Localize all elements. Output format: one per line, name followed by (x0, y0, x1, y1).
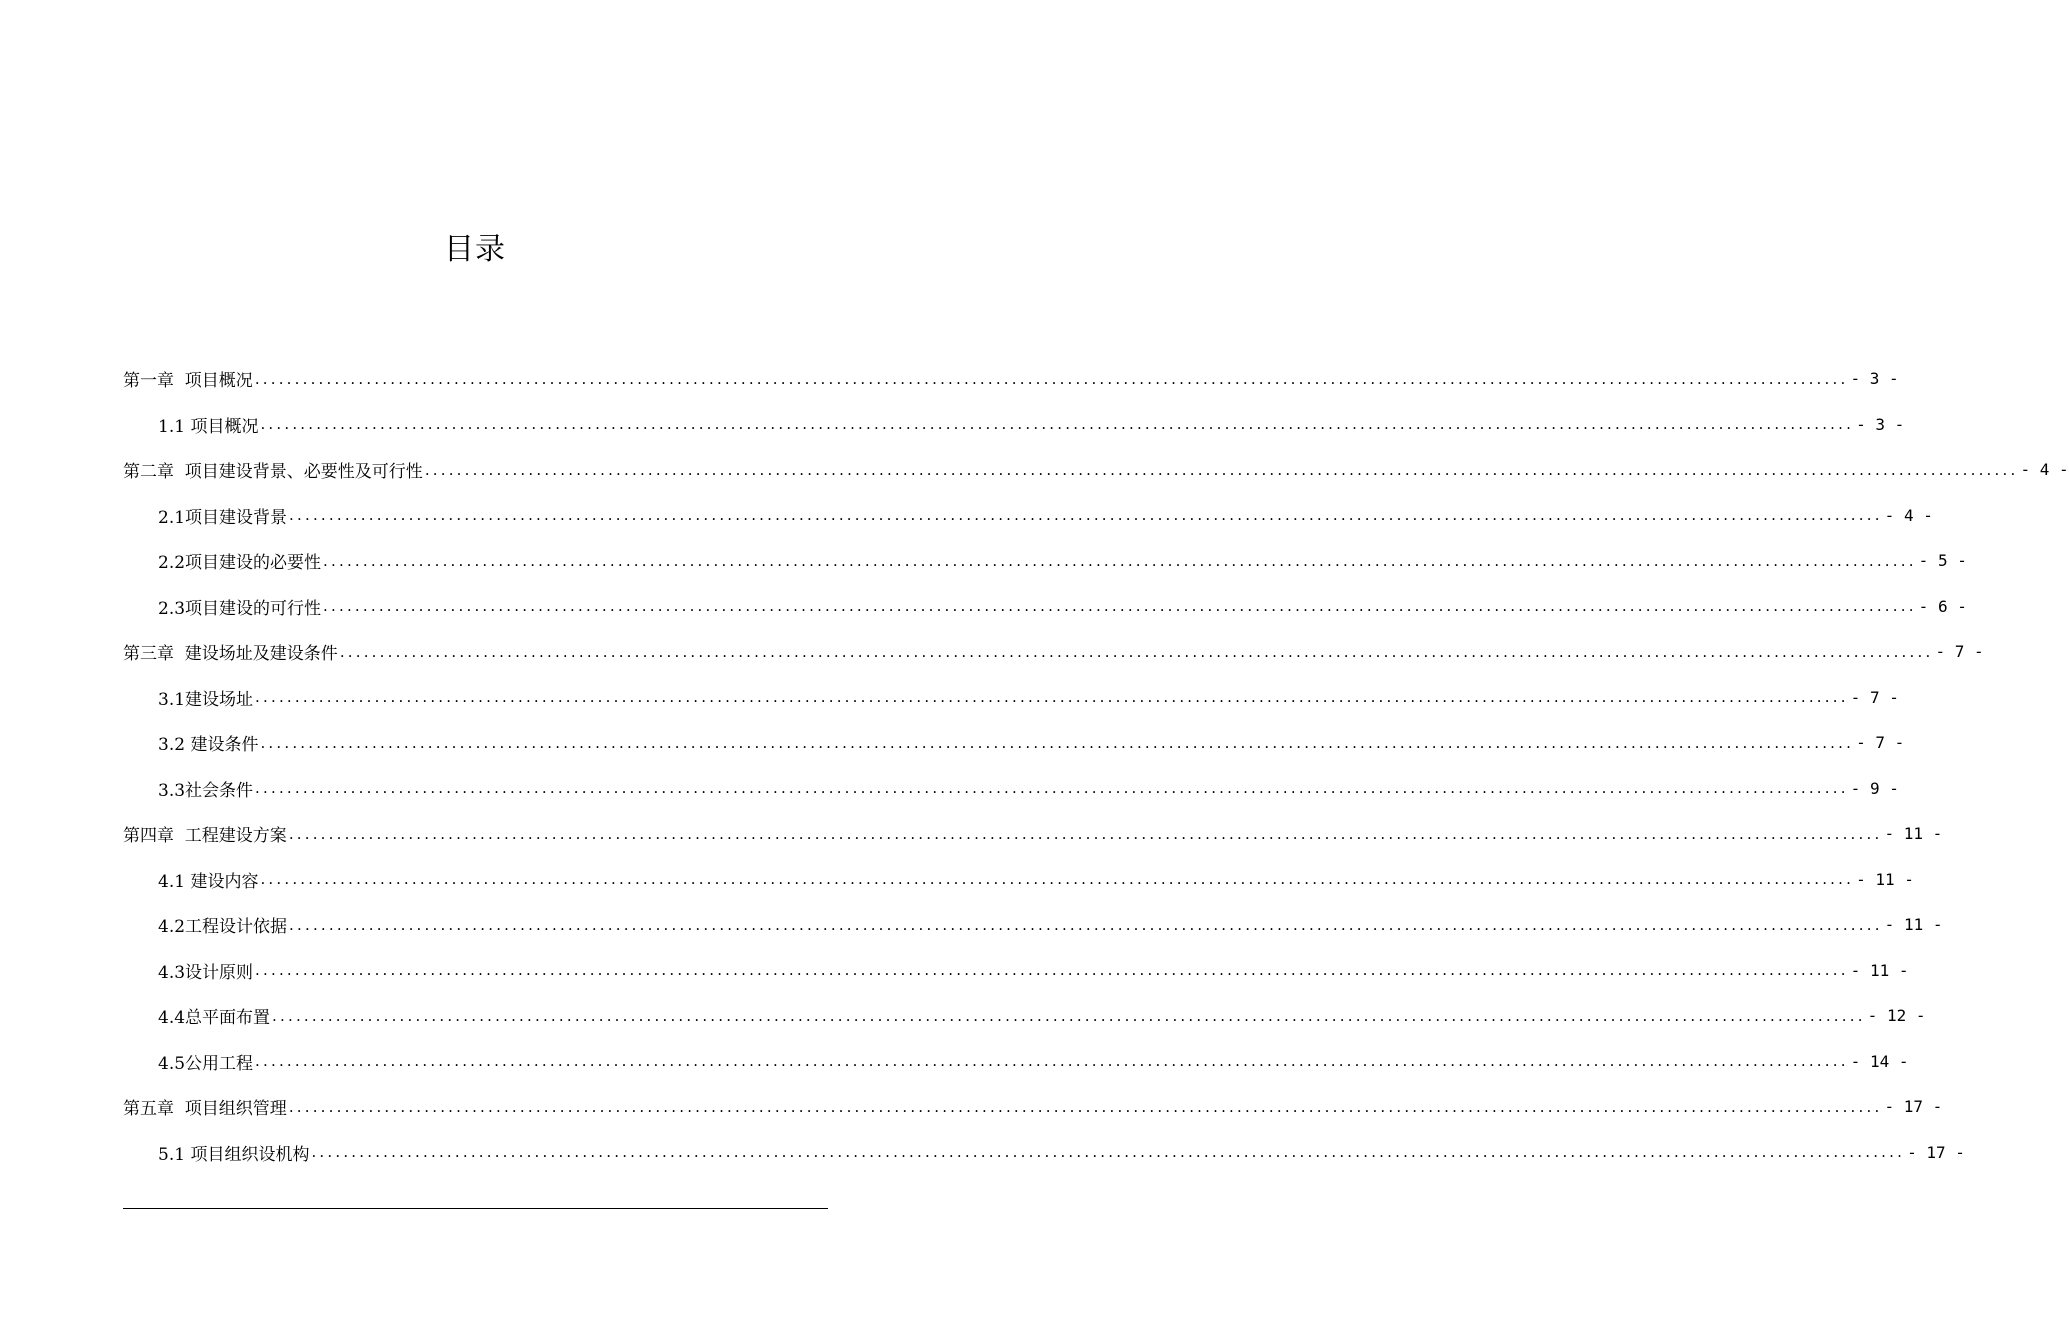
toc-entry-2-1[interactable] (123, 493, 1933, 539)
toc-leader-dots: ........................................................................................................................................................................................................ (311, 1143, 1906, 1162)
toc-entry-chapter-3[interactable] (123, 629, 1984, 675)
toc-leader-dots: ........................................................................................................................................................................................................ (339, 642, 1934, 661)
toc-leader-dots: ........................................................................................................................................................................................................ (260, 415, 1855, 434)
toc-entry-page: - 5 - (1918, 551, 1967, 571)
toc-entry-page: - 6 - (1918, 596, 1967, 616)
toc-leader-dots: ........................................................................................................................................................................................................ (289, 506, 1883, 525)
toc-entry-label: 4.3设计原则 (158, 962, 254, 983)
toc-entry-page: - 17 - (1907, 1142, 1965, 1162)
toc-entry-label: 第三章 建设场址及建设条件 (123, 644, 338, 665)
toc-entry-page: - 7 - (1856, 733, 1905, 753)
toc-entry-page: - 3 - (1856, 414, 1905, 434)
toc-entry-page: - 11 - (1850, 960, 1909, 980)
toc-leader-dots: ........................................................................................................................................................................................................ (424, 460, 2019, 479)
toc-entry-chapter-1[interactable] (123, 356, 1899, 402)
toc-entry-chapter-4[interactable] (123, 811, 1943, 857)
toc-leader-dots: ........................................................................................................................................................................................................ (272, 1006, 1866, 1025)
toc-entry-4-3[interactable] (123, 948, 1909, 994)
toc-entry-1-1[interactable] (123, 402, 1905, 448)
toc-entry-label: 3.3社会条件 (158, 780, 254, 801)
toc-entry-label: 第二章 项目建设背景、必要性及可行性 (123, 462, 423, 483)
toc-entry-page: - 4 - (2020, 460, 2069, 480)
toc-entry-3-1[interactable] (123, 675, 1899, 721)
toc-entry-page: - 11 - (1884, 824, 1943, 844)
toc-leader-dots: ........................................................................................................................................................................................................ (255, 1052, 1849, 1071)
toc-leader-dots: ........................................................................................................................................................................................................ (323, 551, 1917, 570)
footer-divider (123, 1208, 828, 1209)
toc-entry-chapter-2[interactable] (123, 447, 2069, 493)
toc-leader-dots: ........................................................................................................................................................................................................ (260, 870, 1855, 889)
toc-entry-label: 4.2工程设计依据 (158, 917, 288, 938)
table-of-contents (123, 356, 2069, 1175)
toc-entry-label: 4.5公用工程 (158, 1053, 254, 1074)
toc-entry-2-2[interactable] (123, 538, 1967, 584)
toc-entry-label: 1.1 项目概况 (158, 416, 259, 437)
toc-entry-page: - 9 - (1850, 778, 1899, 798)
toc-entry-3-2[interactable] (123, 720, 1905, 766)
page-title: 目录 (444, 232, 506, 267)
toc-leader-dots: ........................................................................................................................................................................................................ (254, 369, 1849, 388)
toc-leader-dots: ........................................................................................................................................................................................................ (255, 688, 1849, 707)
toc-entry-label: 4.4总平面布置 (158, 1008, 271, 1029)
toc-entry-label: 5.1 项目组织设机构 (158, 1144, 310, 1165)
toc-entry-4-4[interactable] (123, 993, 1926, 1039)
toc-entry-label: 2.2项目建设的必要性 (158, 553, 322, 574)
toc-entry-label: 2.3项目建设的可行性 (158, 598, 322, 619)
toc-leader-dots: ........................................................................................................................................................................................................ (288, 1097, 1883, 1116)
toc-entry-page: - 12 - (1867, 1006, 1926, 1026)
toc-entry-chapter-5[interactable] (123, 1084, 1943, 1130)
toc-entry-label: 第四章 工程建设方案 (123, 826, 287, 847)
toc-entry-4-1[interactable] (123, 857, 1914, 903)
toc-entry-4-2[interactable] (123, 902, 1943, 948)
toc-entry-5-1[interactable] (123, 1130, 1965, 1176)
toc-entry-page: - 7 - (1850, 687, 1899, 707)
toc-entry-label: 第五章 项目组织管理 (123, 1099, 287, 1120)
toc-entry-label: 2.1项目建设背景 (158, 507, 288, 528)
toc-entry-page: - 11 - (1856, 869, 1914, 889)
toc-leader-dots: ........................................................................................................................................................................................................ (289, 915, 1883, 934)
toc-entry-page: - 14 - (1850, 1051, 1909, 1071)
toc-entry-label: 3.2 建设条件 (158, 735, 259, 756)
toc-leader-dots: ........................................................................................................................................................................................................ (255, 779, 1849, 798)
toc-entry-label: 3.1建设场址 (158, 689, 254, 710)
toc-entry-page: - 7 - (1935, 642, 1984, 662)
toc-entry-page: - 3 - (1850, 369, 1899, 389)
toc-leader-dots: ........................................................................................................................................................................................................ (288, 824, 1883, 843)
toc-leader-dots: ........................................................................................................................................................................................................ (323, 597, 1917, 616)
toc-entry-label: 4.1 建设内容 (158, 871, 259, 892)
toc-entry-label: 第一章 项目概况 (123, 371, 253, 392)
toc-entry-2-3[interactable] (123, 584, 1967, 630)
toc-leader-dots: ........................................................................................................................................................................................................ (260, 733, 1855, 752)
toc-entry-page: - 4 - (1884, 505, 1933, 525)
toc-leader-dots: ........................................................................................................................................................................................................ (255, 961, 1849, 980)
toc-entry-page: - 17 - (1884, 1097, 1943, 1117)
toc-entry-4-5[interactable] (123, 1039, 1909, 1085)
toc-entry-page: - 11 - (1884, 915, 1943, 935)
toc-entry-3-3[interactable] (123, 766, 1899, 812)
